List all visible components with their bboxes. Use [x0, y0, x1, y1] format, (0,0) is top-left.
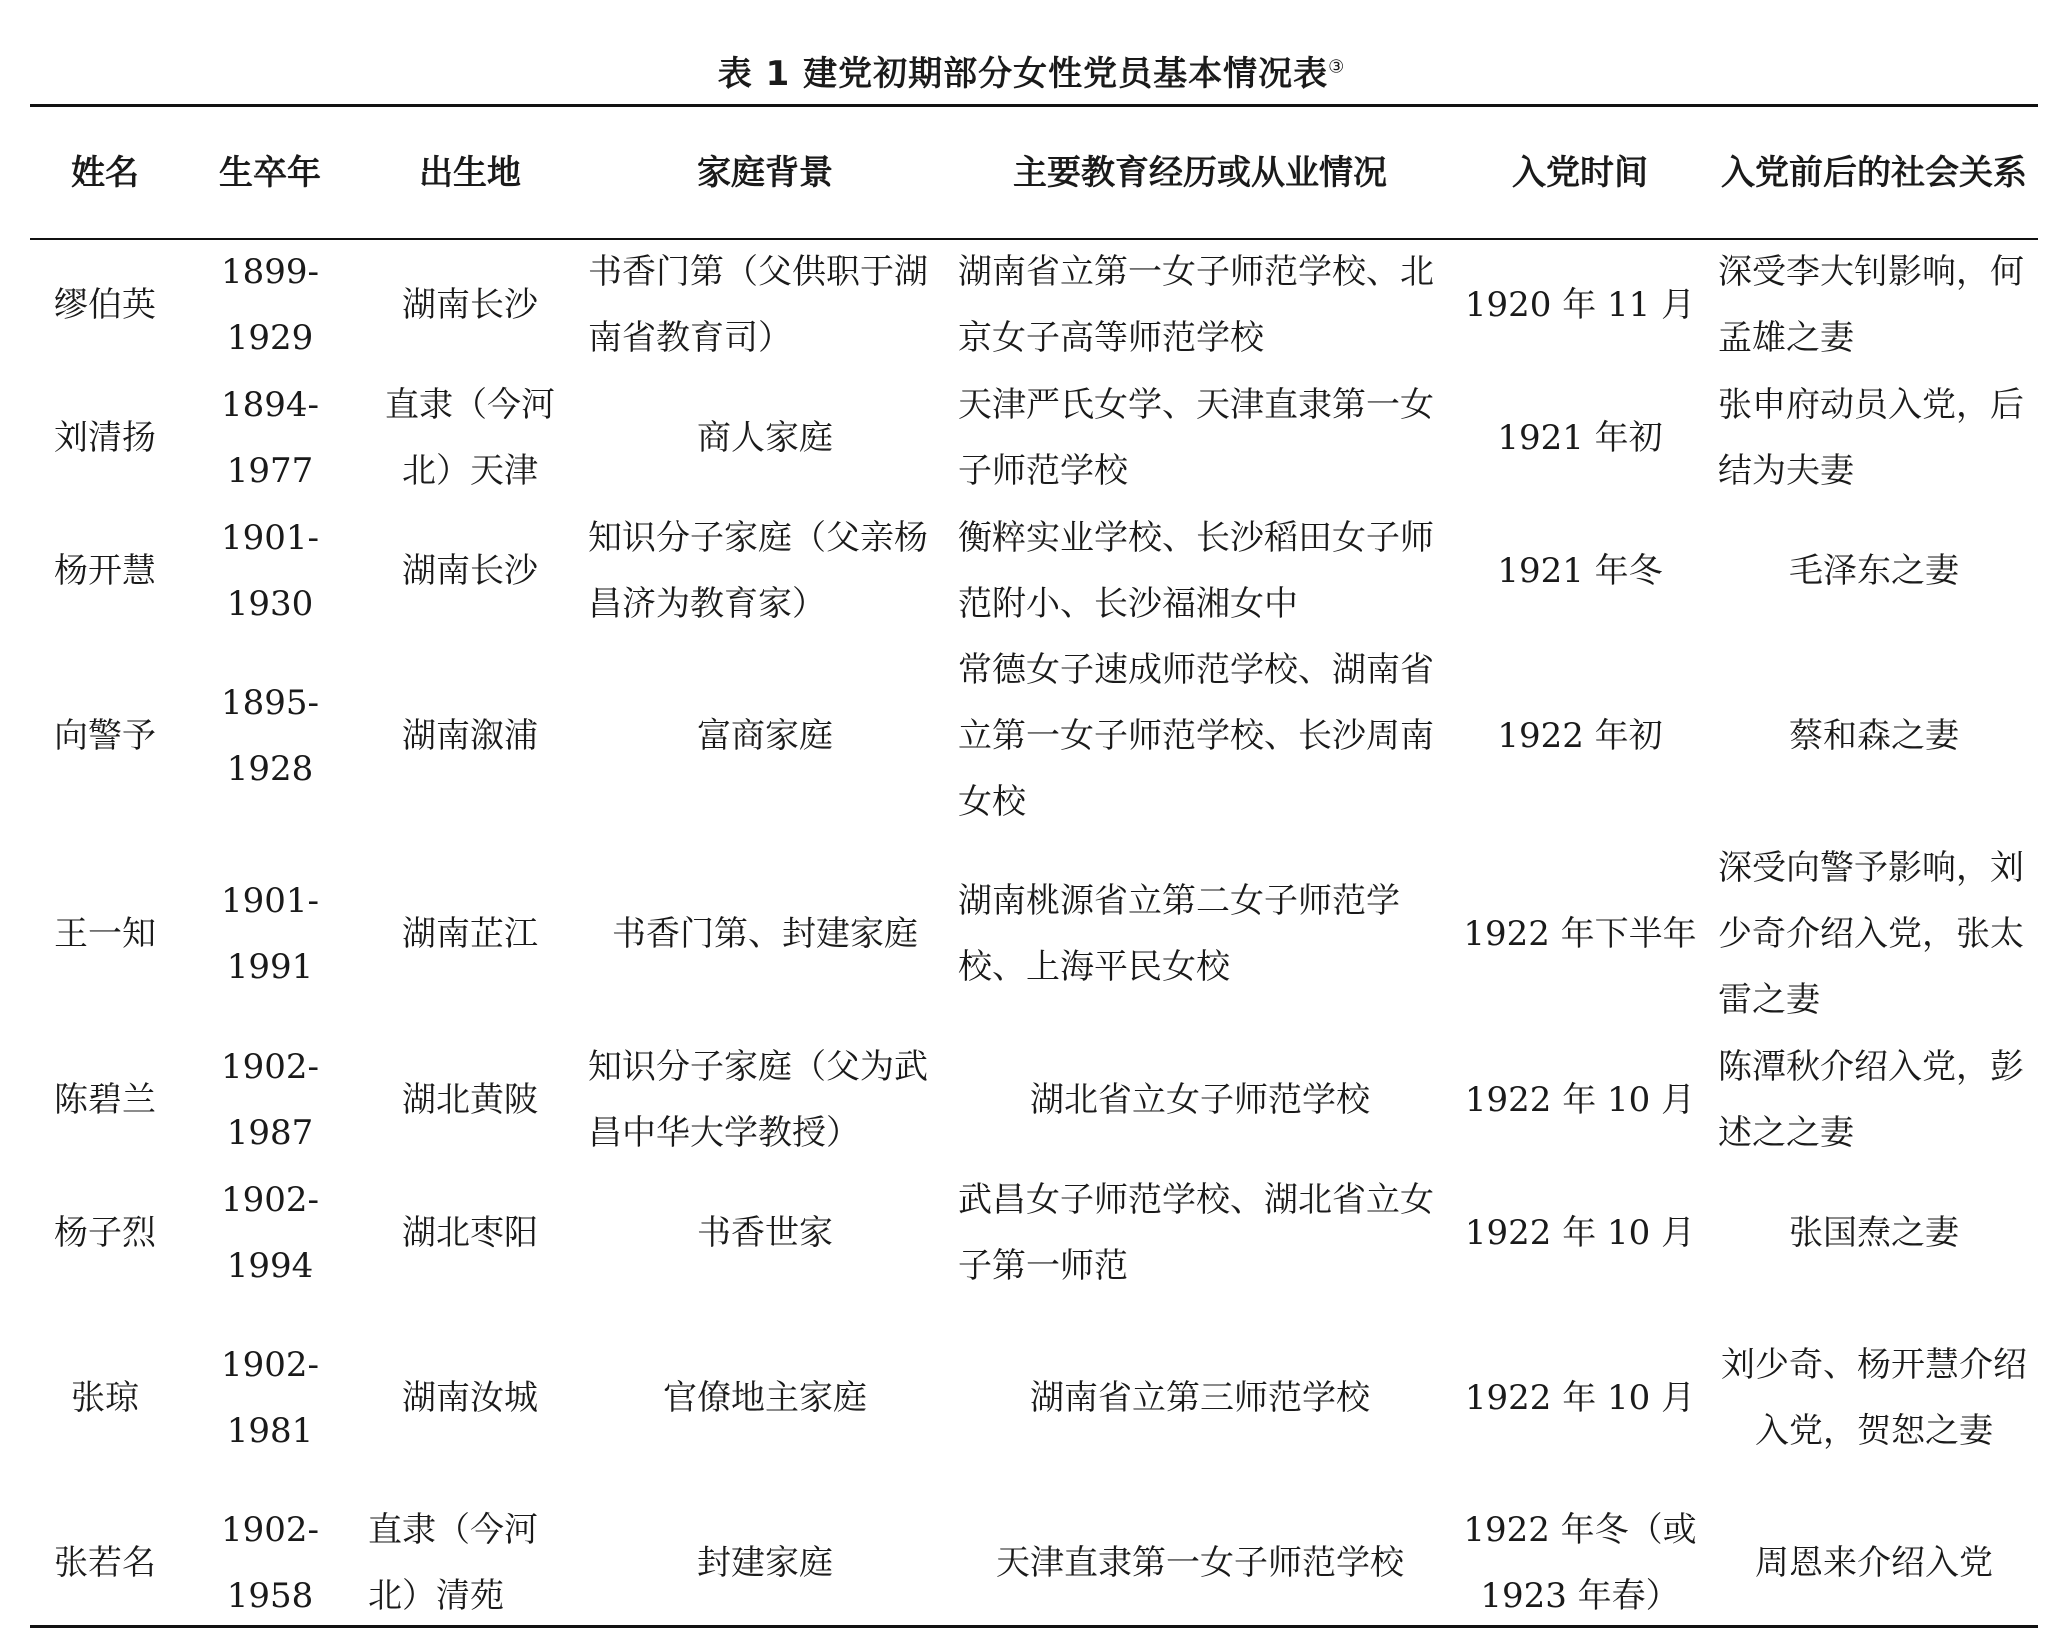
footnote-mark: ③	[1328, 56, 1346, 78]
cell-education: 常德女子速成师范学校、湖南省立第一女子师范学校、长沙周南女校	[958, 650, 1434, 822]
col-header-years: 生卒年	[219, 152, 321, 193]
cell-join-date: 1922 年下半年	[1463, 914, 1697, 954]
table-row	[30, 1497, 2038, 1629]
cell-name: 杨开慧	[54, 550, 156, 591]
col-header-name: 姓名	[71, 152, 139, 193]
cell-relations: 刘少奇、杨开慧介绍入党，贺恕之妻	[1721, 1345, 2027, 1451]
cell-birthplace: 湖南长沙	[402, 284, 538, 325]
cell-name: 陈碧兰	[54, 1079, 156, 1120]
cell-family: 书香门第（父供职于湖南省教育司）	[588, 251, 928, 358]
cell-years: 1901-1930	[220, 517, 319, 624]
cell-years: 1902-1994	[220, 1179, 319, 1286]
cell-relations: 张国焘之妻	[1789, 1212, 1959, 1253]
cell-name: 王一知	[54, 914, 156, 954]
cell-birthplace: 湖南汝城	[402, 1378, 538, 1418]
cell-birthplace: 直隶（今河北）清苑	[368, 1510, 538, 1616]
cell-name: 刘清扬	[54, 417, 156, 458]
members-table	[30, 107, 2038, 1629]
cell-years: 1902-1987	[220, 1046, 319, 1153]
cell-join-date: 1920 年 11 月	[1464, 284, 1696, 325]
cell-family: 富商家庭	[697, 716, 833, 756]
cell-family: 商人家庭	[697, 417, 833, 458]
cell-join-date: 1921 年初	[1497, 417, 1663, 458]
cell-name: 杨子烈	[54, 1212, 156, 1253]
cell-family: 官僚地主家庭	[663, 1378, 867, 1418]
cell-years: 1894-1977	[220, 384, 319, 491]
cell-family: 封建家庭	[697, 1543, 833, 1583]
col-header-education: 主要教育经历或从业情况	[1013, 152, 1387, 193]
cell-birthplace: 湖南溆浦	[402, 716, 538, 756]
cell-education: 湖北省立女子师范学校	[1030, 1079, 1370, 1120]
cell-relations: 毛泽东之妻	[1789, 550, 1959, 591]
cell-family: 书香世家	[697, 1212, 833, 1253]
col-header-birthplace: 出生地	[419, 152, 521, 193]
cell-education: 湖南桃源省立第二女子师范学校、上海平民女校	[958, 881, 1400, 987]
cell-name: 向警予	[54, 716, 156, 756]
table-row	[30, 238, 2038, 371]
table-row	[30, 1299, 2038, 1497]
cell-join-date: 1922 年初	[1497, 716, 1663, 756]
table-row	[30, 504, 2038, 637]
col-header-family: 家庭背景	[697, 152, 833, 193]
cell-join-date: 1922 年 10 月	[1464, 1079, 1696, 1120]
cell-education: 天津严氏女学、天津直隶第一女子师范学校	[958, 384, 1434, 491]
cell-education: 湖南省立第一女子师范学校、北京女子高等师范学校	[958, 251, 1434, 358]
cell-relations: 周恩来介绍入党	[1755, 1543, 1993, 1583]
cell-family: 知识分子家庭（父为武昌中华大学教授）	[588, 1046, 928, 1153]
cell-years: 1899-1929	[220, 251, 319, 358]
table-row	[30, 371, 2038, 504]
cell-education: 天津直隶第一女子师范学校	[996, 1543, 1404, 1583]
table-row	[30, 1033, 2038, 1166]
cell-relations: 陈潭秋介绍入党，彭述之之妻	[1718, 1046, 2024, 1153]
cell-name: 张若名	[54, 1543, 156, 1583]
header-row	[30, 107, 2038, 238]
table-row	[30, 835, 2038, 1033]
cell-birthplace: 湖南芷江	[402, 914, 538, 954]
cell-years: 1895-1928	[220, 683, 319, 789]
col-header-join-date: 入党时间	[1512, 152, 1648, 193]
table-row	[30, 637, 2038, 835]
cell-education: 武昌女子师范学校、湖北省立女子第一师范	[958, 1179, 1434, 1286]
cell-join-date: 1922 年 10 月	[1464, 1212, 1696, 1253]
cell-relations: 张申府动员入党，后结为夫妻	[1718, 384, 2024, 491]
cell-relations: 深受李大钊影响，何孟雄之妻	[1718, 251, 2024, 358]
cell-name: 缪伯英	[54, 284, 156, 325]
cell-birthplace: 湖北枣阳	[402, 1212, 538, 1253]
cell-relations: 蔡和森之妻	[1789, 716, 1959, 756]
cell-join-date: 1922 年 10 月	[1464, 1378, 1696, 1418]
cell-relations: 深受向警予影响，刘少奇介绍入党，张太雷之妻	[1718, 848, 2024, 1020]
cell-years: 1901-1991	[220, 881, 319, 987]
cell-birthplace: 湖北黄陂	[402, 1079, 538, 1120]
cell-join-date: 1921 年冬	[1497, 550, 1663, 591]
cell-family: 知识分子家庭（父亲杨昌济为教育家）	[588, 517, 928, 624]
cell-education: 湖南省立第三师范学校	[1030, 1378, 1370, 1418]
table-row	[30, 1166, 2038, 1299]
cell-name: 张琼	[71, 1378, 139, 1418]
cell-years: 1902-1958	[220, 1510, 319, 1616]
col-header-relations: 入党前后的社会关系	[1721, 152, 2027, 193]
cell-education: 衡粹实业学校、长沙稻田女子师范附小、长沙福湘女中	[958, 517, 1434, 624]
caption-text: 表 1 建党初期部分女性党员基本情况表	[717, 54, 1329, 94]
cell-family: 书香门第、封建家庭	[612, 914, 918, 954]
cell-join-date: 1922 年冬（或1923 年春）	[1463, 1510, 1697, 1616]
cell-years: 1902-1981	[220, 1345, 319, 1451]
cell-birthplace: 直隶（今河北）天津	[385, 384, 555, 491]
table-caption	[0, 46, 2063, 95]
cell-birthplace: 湖南长沙	[402, 550, 538, 591]
